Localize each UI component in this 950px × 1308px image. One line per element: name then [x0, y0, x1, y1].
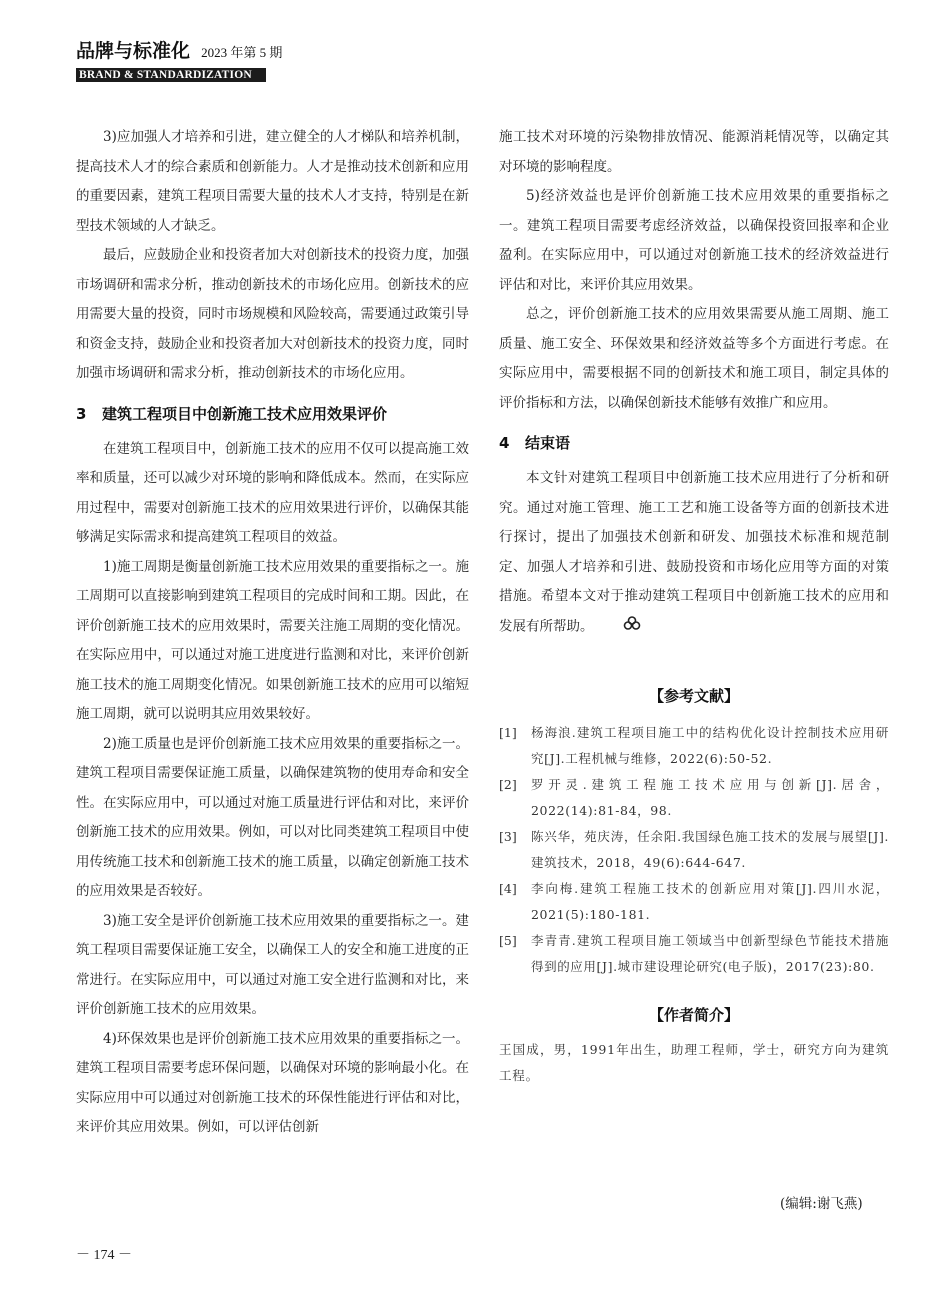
right-column [499, 123, 889, 1089]
paragraph [499, 464, 889, 641]
reference-text: 李向梅.建筑工程施工技术的创新应用对策[J].四川水泥，2021(5):180-181. [531, 881, 889, 923]
references-heading: 【参考文献】 [648, 687, 739, 706]
reference-item [499, 876, 889, 928]
reference-index: [1] [499, 725, 517, 741]
paragraph: 5)经济效益也是评价创新施工技术应用效果的重要指标之一。建筑工程项目需要考虑经济效益，以确保投资回报率和企业盈利。在实际应用中，可以通过对创新施工技术的经济效益进行评估和对比，来评价其应用效果。 [499, 188, 889, 293]
section-heading [76, 397, 469, 431]
paragraph: 施工技术对环境的污染物排放情况、能源消耗情况等，以确定其对环境的影响程度。 [499, 129, 889, 175]
paragraph: 3)施工安全是评价创新施工技术应用效果的重要指标之一。建筑工程项目需要保证施工安全，以确保工人的安全和施工进度的正常进行。在实际应用中，可以通过对施工安全进行监测和对比，来评价创新施工技术的应用效果。 [76, 912, 469, 1017]
reference-index: [4] [499, 881, 517, 897]
paragraph: 在建筑工程项目中，创新施工技术的应用不仅可以提高施工效率和质量，还可以减少对环境的影响和降低成本。然而，在实际应用过程中，需要对创新施工技术的应用效果进行评价，以确保其能够满足实际需求和提高建筑工程项目的效益。 [76, 440, 469, 545]
reference-index: [3] [499, 829, 517, 845]
references-list [499, 720, 889, 980]
journal-title: 品牌与标准化 [76, 40, 191, 62]
end-mark-icon [596, 612, 641, 642]
section-number: 3 [76, 404, 87, 423]
page-number: － 174 － [76, 1248, 132, 1263]
reference-index: [5] [499, 933, 517, 949]
section-heading [499, 426, 889, 460]
paragraph: 最后，应鼓励企业和投资者加大对创新技术的投资力度，加强市场调研和需求分析，推动创新技术的市场化应用。创新技术的应用需要大量的投资，同时市场规模和风险较高，需要通过政策引导和资金支持，鼓励企业和投资者加大对创新技术的投资力度，同时加强市场调研和需求分析，推动创新技术的市场化应用。 [76, 247, 469, 381]
section-number: 4 [499, 434, 510, 452]
paragraph: 3)应加强人才培养和引进，建立健全的人才梯队和培养机制，提高技术人才的综合素质和创新能力。人才是推动技术创新和应用的重要因素，建筑工程项目需要大量的技术人才支持，特别是在新型技术领域的人才缺乏。 [76, 129, 469, 234]
reference-item [499, 772, 889, 824]
author-heading: 【作者简介】 [648, 1006, 739, 1025]
reference-index: [2] [499, 777, 517, 793]
editor-note: (编辑:谢飞燕) [780, 1196, 863, 1212]
journal-issue: 2023 年第 5 期 [201, 45, 283, 60]
paragraph: 总之，评价创新施工技术的应用效果需要从施工周期、施工质量、施工安全、环保效果和经济效益等多个方面进行考虑。在实际应用中，需要根据不同的创新技术和施工项目，制定具体的评价指标和方法，以确保创新技术能够有效推广和应用。 [499, 306, 889, 411]
reference-text: 杨海浪.建筑工程项目施工中的结构优化设计控制技术应用研究[J].工程机械与维修，2022(6):50-52. [531, 725, 889, 767]
journal-english-title: BRAND & STANDARDIZATION [76, 68, 266, 82]
conclusion-text: 本文针对建筑工程项目中创新施工技术应用进行了分析和研究。通过对施工管理、施工工艺和施工设备等方面的创新技术进行探讨，提出了加强技术创新和研发、加强技术标准和规范制定、加强人才培养和引进、鼓励投资和市场化应用等方面的对策措施。希望本文对于推动建筑工程项目中创新施工技术的应用和发展有所帮助。 [499, 470, 889, 634]
journal-header [76, 36, 282, 82]
section-title: 建筑工程项目中创新施工技术应用效果评价 [102, 404, 388, 423]
reference-text: 李青青.建筑工程项目施工领域当中创新型绿色节能技术措施得到的应用[J].城市建设理论研究(电子版)，2017(23):80. [531, 933, 889, 975]
reference-item [499, 928, 889, 980]
reference-item [499, 720, 889, 772]
author-bio: 王国成，男，1991年出生，助理工程师，学士，研究方向为建筑工程。 [499, 1042, 889, 1084]
section-title: 结束语 [525, 434, 571, 452]
reference-text: 陈兴华，苑庆涛，任余阳.我国绿色施工技术的发展与展望[J].建筑技术，2018，49(6):644-647. [531, 829, 889, 871]
paragraph: 2)施工质量也是评价创新施工技术应用效果的重要指标之一。建筑工程项目需要保证施工质量，以确保建筑物的使用寿命和安全性。在实际应用中，可以通过对施工质量进行评估和对比，来评价创新施工技术的应用效果。例如，可以对比同类建筑工程项目中使用传统施工技术和创新施工技术的施工质量，以确定创新施工技术的应用效果是否较好。 [76, 735, 469, 899]
left-column [76, 123, 469, 1143]
paragraph: 4)环保效果也是评价创新施工技术应用效果的重要指标之一。建筑工程项目需要考虑环保问题，以确保对环境的影响最小化。在实际应用中可以通过对创新施工技术的环保性能进行评估和对比，来评价其应用效果。例如，可以评估创新 [76, 1030, 469, 1135]
paragraph: 1)施工周期是衡量创新施工技术应用效果的重要指标之一。施工周期可以直接影响到建筑工程项目的完成时间和工期。因此，在评价创新施工技术的应用效果时，需要关注施工周期的变化情况。在实际应用中，可以通过对施工进度进行监测和对比，来评价创新施工技术的施工周期变化情况。如果创新施工技术的应用可以缩短施工周期，就可以说明其应用效果较好。 [76, 558, 469, 722]
reference-item [499, 824, 889, 876]
reference-text: 罗开灵.建筑工程施工技术应用与创新[J].居舍，2022(14):81-84，98. [531, 777, 889, 819]
